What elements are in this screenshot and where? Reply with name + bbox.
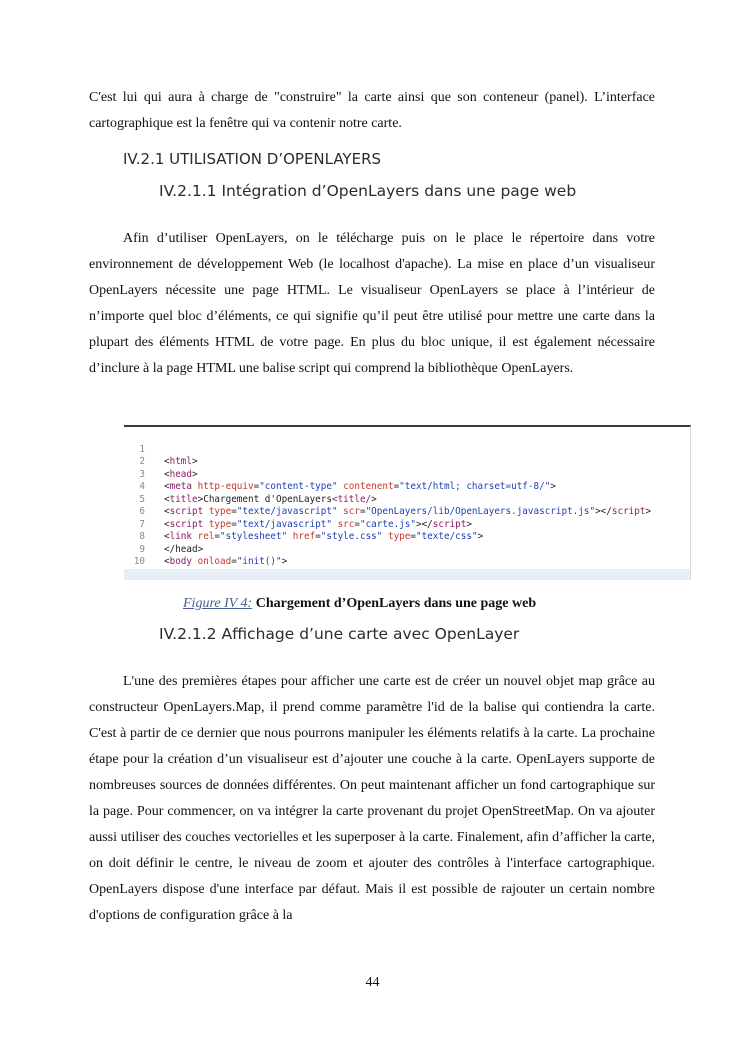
figure-caption (183, 596, 536, 612)
code-line: 5 <script type="texte/javascript" scr="OpenLayers/lib/OpenLayers.javascript.js"></script> (124, 481, 690, 494)
intro-paragraph: C'est lui qui aura à charge de "construire" la carte ainsi que son conteneur (panel). L’interface cartographique est la fenêtre qui va contenir notre carte. (89, 90, 655, 131)
subsection-heading-display: IV.2.1.2 Affichage d’une carte avec OpenLayer (159, 625, 520, 643)
code-line (124, 556, 690, 569)
line-number: 3 (139, 468, 145, 480)
line-number: 7 (139, 518, 145, 530)
figure-label: Figure IV 4: (183, 596, 253, 611)
code-figure (124, 425, 691, 580)
code-line: 8 </head> (124, 519, 690, 532)
figure-title: Chargement d’OpenLayers dans une page web (252, 596, 537, 611)
code-line: 3 <meta http-equiv="content-type" contenent="text/html; charset=utf-8/"> (124, 456, 690, 469)
line-number: 4 (139, 481, 145, 492)
code-line: 1 <html> (124, 431, 690, 444)
integration-paragraph: Afin d’utiliser OpenLayers, on le télécharge puis on le place le répertoire dans votre environnement de développement Web (le localhost d'apache). La mise en place d’un visualiseur OpenLayers nécessite une page HTML. Le visualiseur OpenLayers se place à l’intérieur de n’importe quel bloc d’éléments, ce qui signifie qu’il peut être utilisé pour mettre une carte dans la plupart des éléments HTML de votre page. En plus du bloc unique, il est également nécessaire d’inclure à la page HTML une balise script qui comprend la bibliothèque OpenLayers. (89, 231, 655, 376)
section-heading: IV.2.1 UTILISATION D’OPENLAYERS (123, 150, 382, 168)
line-number: 9 (139, 543, 145, 555)
page-number: 44 (365, 975, 380, 990)
code-line: 9 <body onload="init()"> (124, 531, 690, 544)
line-number: 2 (139, 456, 145, 467)
line-number: 5 (139, 493, 145, 505)
line-number: 1 (139, 443, 145, 455)
code-line: 2 <head> (124, 444, 690, 457)
code-line (124, 544, 690, 567)
code-line: 4 <title>Chargement d'OpenLayers<title/> (124, 469, 690, 482)
line-number: 8 (139, 531, 145, 542)
line-number: 6 (139, 506, 145, 517)
line-number: 10 (133, 556, 145, 567)
code-line: 6 <script type="text/javascript" src="carte.js"></script> (124, 494, 690, 507)
display-paragraph: L'une des premières étapes pour afficher une carte est de créer un nouvel objet map grâce au constructeur OpenLayers.Map, il prend comme paramètre l'id de la balise qui contiendra la carte. C'est à partir de ce dernier que nous pourrons manipuler les éléments relatifs à la carte. La prochaine étape pour la création d’un visualiseur est d’ajouter une couche à la carte. OpenLayers supporte de nombreuses sources de données différentes. On peut maintenant afficher un fond cartographique sur la page. Pour commencer, on va intégrer la carte provenant du projet OpenStreetMap. On va ajouter aussi utiliser des couches vectorielles et les superposer à la carte. Finalement, afin d’afficher la carte, on doit définir le centre, le niveau de zoom et ajouter des contrôles à l'interface cartographique. OpenLayers dispose d'une interface par défaut. Mais il est possible de rajouter un certain nombre d'options de configuration grâce à la (89, 674, 655, 923)
code-line: 7 <link rel="stylesheet" href="style.css" type="texte/css"> (124, 506, 690, 519)
subsection-heading-integration: IV.2.1.1 Intégration d’OpenLayers dans une page web (159, 182, 577, 200)
code-line-active (124, 569, 690, 581)
